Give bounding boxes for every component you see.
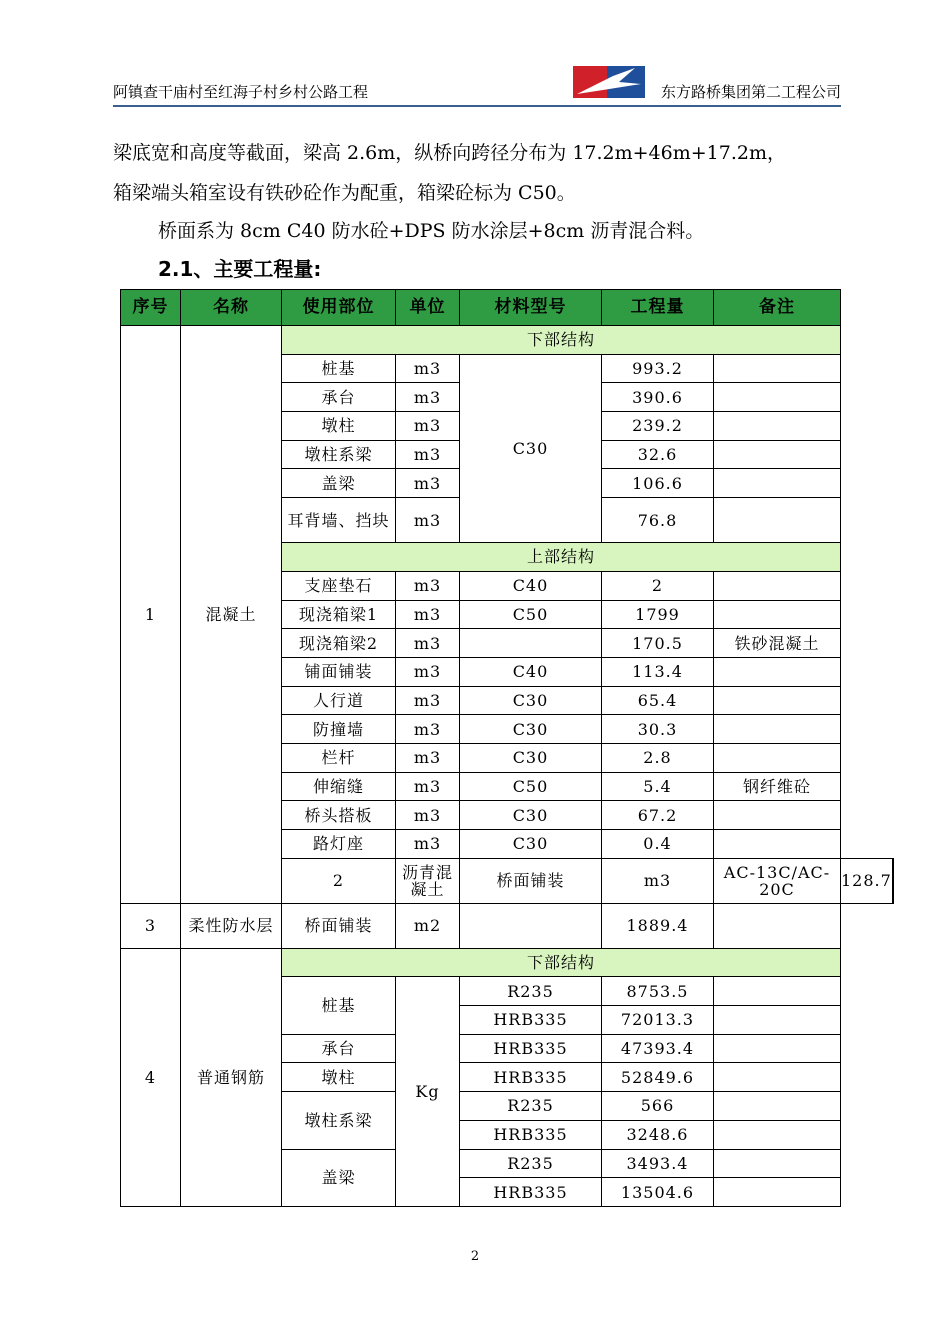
subheader-upper: 上部结构 bbox=[282, 543, 841, 572]
cell-part: 承台 bbox=[282, 1034, 396, 1063]
cell-note bbox=[714, 657, 841, 686]
page-header bbox=[113, 60, 841, 104]
cell-qty: 72013.3 bbox=[602, 1006, 714, 1035]
cell-material: C30 bbox=[460, 801, 602, 830]
cell-unit: m3 bbox=[602, 858, 714, 903]
cell-qty: 106.6 bbox=[602, 469, 714, 498]
cell-note bbox=[714, 1120, 841, 1149]
cell-unit: m3 bbox=[396, 743, 460, 772]
cell-material: HRB335 bbox=[460, 1178, 602, 1207]
group-name: 沥青混凝土 bbox=[396, 858, 460, 903]
cell-material: HRB335 bbox=[460, 1006, 602, 1035]
cell-part: 路灯座 bbox=[282, 830, 396, 859]
cell-note bbox=[714, 715, 841, 744]
quantity-table bbox=[120, 289, 894, 1207]
header-name: 名称 bbox=[181, 290, 282, 326]
cell-part: 桥头搭板 bbox=[282, 801, 396, 830]
cell-unit: m3 bbox=[396, 354, 460, 383]
cell-material: AC-13C/AC-20C bbox=[714, 858, 841, 903]
cell-material: HRB335 bbox=[460, 1063, 602, 1092]
cell-part: 桩基 bbox=[282, 977, 396, 1034]
cell-qty: 1889.4 bbox=[602, 903, 714, 948]
cell-note bbox=[714, 1006, 841, 1035]
group-name: 普通钢筋 bbox=[181, 948, 282, 1206]
cell-unit: m3 bbox=[396, 440, 460, 469]
cell-part: 墩柱系梁 bbox=[282, 1092, 396, 1149]
cell-material: R235 bbox=[460, 977, 602, 1006]
cell-note bbox=[714, 469, 841, 498]
cell-part: 墩柱系梁 bbox=[282, 440, 396, 469]
cell-part: 耳背墙、挡块 bbox=[282, 498, 396, 543]
cell-material: C30 bbox=[460, 830, 602, 859]
cell-material: C50 bbox=[460, 600, 602, 629]
cell-unit: m3 bbox=[396, 469, 460, 498]
cell-qty: 8753.5 bbox=[602, 977, 714, 1006]
cell-qty: 2 bbox=[602, 571, 714, 600]
table-header-row bbox=[121, 290, 894, 326]
cell-note bbox=[714, 571, 841, 600]
group-name: 混凝土 bbox=[181, 326, 282, 904]
cell-note: 铁砂混凝土 bbox=[714, 629, 841, 658]
cell-qty: 566 bbox=[602, 1092, 714, 1121]
cell-material bbox=[460, 903, 602, 948]
cell-qty: 47393.4 bbox=[602, 1034, 714, 1063]
cell-qty: 76.8 bbox=[602, 498, 714, 543]
body-line-2: 箱梁端头箱室设有铁砂砼作为配重，箱梁砼标为 C50。 bbox=[113, 182, 576, 204]
cell-qty: 52849.6 bbox=[602, 1063, 714, 1092]
cell-part: 伸缩缝 bbox=[282, 772, 396, 801]
cell-material: HRB335 bbox=[460, 1034, 602, 1063]
cell-note bbox=[714, 801, 841, 830]
cell-note bbox=[714, 412, 841, 441]
table-row bbox=[121, 948, 894, 977]
cell-qty: 128.7 bbox=[841, 858, 893, 903]
cell-part: 盖梁 bbox=[282, 469, 396, 498]
cell-note bbox=[714, 1178, 841, 1207]
cell-unit: m3 bbox=[396, 830, 460, 859]
cell-qty: 0.4 bbox=[602, 830, 714, 859]
header-quantity: 工程量 bbox=[602, 290, 714, 326]
cell-part: 墩柱 bbox=[282, 412, 396, 441]
header-project-title: 阿镇查干庙村至红海子村乡村公路工程 bbox=[113, 83, 369, 101]
cell-unit: m3 bbox=[396, 571, 460, 600]
header-part: 使用部位 bbox=[282, 290, 396, 326]
cell-unit: m3 bbox=[396, 498, 460, 543]
cell-note bbox=[714, 1063, 841, 1092]
cell-unit: m3 bbox=[396, 657, 460, 686]
cell-qty: 993.2 bbox=[602, 354, 714, 383]
company-logo bbox=[573, 66, 645, 98]
body-line-3: 桥面系为 8cm C40 防水砼+DPS 防水涂层+8cm 沥青混合料。 bbox=[158, 220, 705, 242]
cell-part: 防撞墙 bbox=[282, 715, 396, 744]
cell-qty: 67.2 bbox=[602, 801, 714, 830]
subheader-lower: 下部结构 bbox=[282, 948, 841, 977]
cell-note bbox=[714, 743, 841, 772]
cell-material: C40 bbox=[460, 657, 602, 686]
cell-note bbox=[714, 686, 841, 715]
cell-qty: 32.6 bbox=[602, 440, 714, 469]
cell-note bbox=[714, 498, 841, 543]
cell-material: R235 bbox=[460, 1092, 602, 1121]
page-number: 2 bbox=[470, 1249, 480, 1264]
body-line-1: 梁底宽和高度等截面，梁高 2.6m，纵桥向跨径分布为 17.2m+46m+17.2m， bbox=[113, 142, 786, 164]
cell-part: 桥面铺装 bbox=[282, 903, 396, 948]
cell-note bbox=[714, 1034, 841, 1063]
cell-part: 支座垫石 bbox=[282, 571, 396, 600]
cell-unit: m3 bbox=[396, 383, 460, 412]
cell-unit: m3 bbox=[396, 715, 460, 744]
cell-qty: 3493.4 bbox=[602, 1149, 714, 1178]
cell-qty: 2.8 bbox=[602, 743, 714, 772]
cell-part: 承台 bbox=[282, 383, 396, 412]
cell-material: R235 bbox=[460, 1149, 602, 1178]
cell-unit: m3 bbox=[396, 772, 460, 801]
cell-note bbox=[714, 354, 841, 383]
cell-qty: 1799 bbox=[602, 600, 714, 629]
cell-unit: Kg bbox=[396, 977, 460, 1207]
cell-qty: 5.4 bbox=[602, 772, 714, 801]
cell-note bbox=[714, 903, 841, 948]
cell-qty: 239.2 bbox=[602, 412, 714, 441]
cell-qty: 170.5 bbox=[602, 629, 714, 658]
cell-part: 栏杆 bbox=[282, 743, 396, 772]
header-no: 序号 bbox=[121, 290, 181, 326]
header-divider bbox=[113, 105, 841, 107]
cell-note bbox=[892, 858, 893, 903]
header-material: 材料型号 bbox=[460, 290, 602, 326]
subheader-lower: 下部结构 bbox=[282, 326, 841, 355]
cell-material: C30 bbox=[460, 743, 602, 772]
cell-qty: 390.6 bbox=[602, 383, 714, 412]
group-no: 2 bbox=[282, 858, 396, 903]
cell-unit: m3 bbox=[396, 801, 460, 830]
cell-note bbox=[714, 383, 841, 412]
header-unit: 单位 bbox=[396, 290, 460, 326]
cell-unit: m3 bbox=[396, 600, 460, 629]
cell-material: C40 bbox=[460, 571, 602, 600]
header-note: 备注 bbox=[714, 290, 841, 326]
cell-material: C30 bbox=[460, 715, 602, 744]
cell-note bbox=[714, 977, 841, 1006]
cell-part: 墩柱 bbox=[282, 1063, 396, 1092]
cell-part: 现浇箱梁1 bbox=[282, 600, 396, 629]
table-row bbox=[121, 326, 894, 355]
cell-note bbox=[714, 1092, 841, 1121]
cell-part: 现浇箱梁2 bbox=[282, 629, 396, 658]
cell-part: 人行道 bbox=[282, 686, 396, 715]
cell-qty: 65.4 bbox=[602, 686, 714, 715]
cell-qty: 13504.6 bbox=[602, 1178, 714, 1207]
cell-unit: m3 bbox=[396, 629, 460, 658]
cell-part: 铺面铺装 bbox=[282, 657, 396, 686]
cell-note bbox=[714, 1149, 841, 1178]
cell-material: C30 bbox=[460, 354, 602, 542]
cell-material: HRB335 bbox=[460, 1120, 602, 1149]
cell-unit: m3 bbox=[396, 412, 460, 441]
cell-qty: 113.4 bbox=[602, 657, 714, 686]
group-name: 柔性防水层 bbox=[181, 903, 282, 948]
group-no: 1 bbox=[121, 326, 181, 904]
cell-qty: 30.3 bbox=[602, 715, 714, 744]
cell-material: C50 bbox=[460, 772, 602, 801]
cell-note: 钢纤维砼 bbox=[714, 772, 841, 801]
group-no: 4 bbox=[121, 948, 181, 1206]
cell-part: 桩基 bbox=[282, 354, 396, 383]
header-company-name: 东方路桥集团第二工程公司 bbox=[660, 83, 841, 101]
cell-unit: m2 bbox=[396, 903, 460, 948]
section-title: 2.1、主要工程量: bbox=[158, 257, 322, 281]
cell-note bbox=[714, 830, 841, 859]
cell-material bbox=[460, 629, 602, 658]
cell-part: 盖梁 bbox=[282, 1149, 396, 1206]
cell-qty: 3248.6 bbox=[602, 1120, 714, 1149]
cell-note bbox=[714, 440, 841, 469]
cell-part: 桥面铺装 bbox=[460, 858, 602, 903]
group-no: 3 bbox=[121, 903, 181, 948]
cell-note bbox=[714, 600, 841, 629]
table-row bbox=[121, 903, 894, 948]
cell-unit: m3 bbox=[396, 686, 460, 715]
cell-material: C30 bbox=[460, 686, 602, 715]
